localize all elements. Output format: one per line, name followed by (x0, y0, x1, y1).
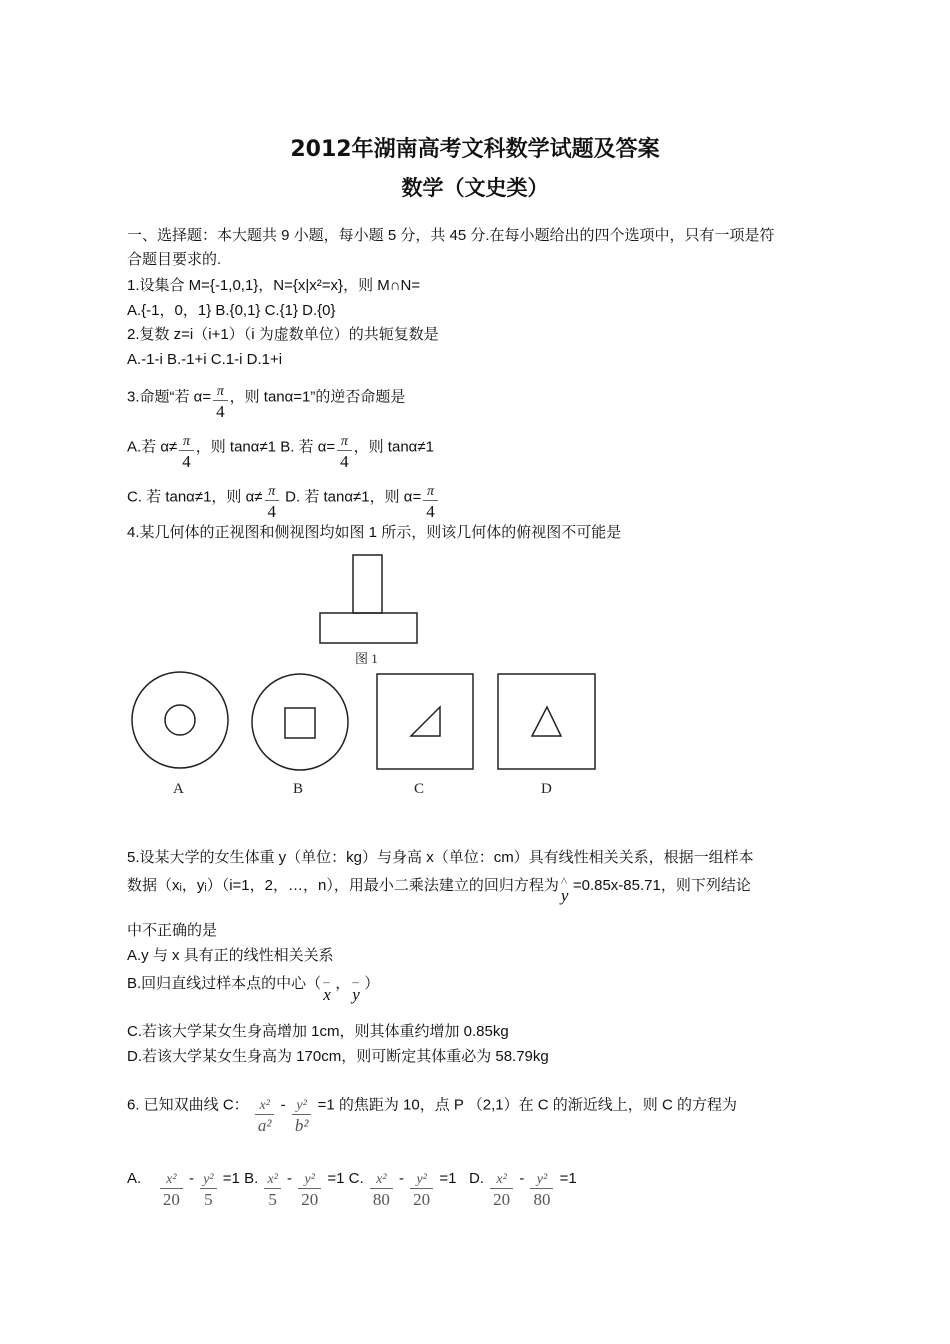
q6-option-c: C. $\frac{\text{x²}}{80}$ - $\frac{\text{y²}}{20}$ =1 (348, 1170, 457, 1209)
question-5-line3: 中不正确的是 (127, 922, 218, 939)
question-4-stem: 4.某几何体的正视图和侧视图均如图 1 所示，则该几何体的俯视图不可能是 (127, 524, 622, 541)
fraction-pi-over-4: $\frac{\pi}{4}$ (265, 484, 280, 523)
q6-option-a: A. $\frac{\text{x²}}{20}$ - $\frac{\text{y²}}{5}$ =1 (127, 1170, 240, 1209)
fraction-y2-over-b2: $\frac{\text{y²}}{\text{b²}}$ (292, 1098, 312, 1137)
fraction-pi-over-4: $\frac{\pi}{4}$ (179, 434, 194, 473)
choice-b-figure (252, 674, 348, 797)
svg-text:D: D (541, 781, 552, 797)
fraction-pi-over-4: $\frac{\pi}{4}$ (337, 434, 352, 473)
svg-text:图 1: 图 1 (355, 651, 378, 666)
document-title: 2012年湖南高考文科数学试题及答案 (290, 137, 660, 162)
question-3-stem-pre: 3.命题“若 α= (127, 388, 212, 406)
question-2-stem: 2.复数 z=i（i+1）（i 为虚数单位）的共轭复数是 (127, 326, 439, 343)
question-2-options: A.-1-i B.-1+i C.1-i D.1+i (127, 351, 283, 368)
question-5-line2: 数据（xᵢ，yᵢ）（i=1，2，…，n），用最小二乘法建立的回归方程为 ^ y =0.85x-85.71，则下列结论 (127, 874, 751, 906)
question-5-option-d: D.若该大学某女生身高为 170cm，则可断定其体重必为 58.79kg (127, 1048, 549, 1065)
fraction-pi-over-4: $\frac{\pi}{4}$ (213, 384, 228, 423)
document-subtitle: 数学（文史类） (401, 176, 549, 200)
y-hat-symbol: ^ y (560, 874, 569, 906)
question-3-options-cd: C. 若 tanα≠1，则 α≠ $\frac{\pi}{4}$ D. 若 tanα≠1，则 α= $\frac{\pi}{4}$ (127, 478, 440, 517)
question-6-stem: 6. 已知双曲线 C： $\frac{\text{x²}}{\text{a²}}$ - $\frac{\text{y²}}{\text{b²}}$ =1 的焦距为 10，点 P （2,1）在 C 的渐近线上，则 C 的方程为 (127, 1096, 737, 1135)
q6-option-d: D. $\frac{\text{x²}}{20}$ - $\frac{\text{y²}}{80}$ =1 (468, 1170, 577, 1209)
fraction-x2-over-a2: $\frac{\text{x²}}{\text{a²}}$ (255, 1098, 275, 1137)
question-5-line1: 5.设某大学的女生体重 y（单位：kg）与身高 x（单位：cm）具有线性相关关系，根据一组样本 (127, 849, 754, 866)
question-3-options-ab: A.若 α≠ $\frac{\pi}{4}$ ，则 tanα≠1 B. 若 α= $\frac{\pi}{4}$ ，则 tanα≠1 (127, 434, 434, 471)
x-bar-symbol: – x (323, 974, 331, 1005)
y-bar-symbol: – y (352, 974, 360, 1005)
question-1-options: A.{-1，0，1} B.{0,1} C.{1} D.{0} (127, 302, 336, 319)
choice-c-figure (377, 674, 473, 797)
question-4-choice-figures (120, 665, 610, 805)
question-5-option-b: B.回归直线过样本点的中心（ – x ， – y ） (127, 974, 380, 1005)
choice-a-figure (132, 672, 228, 797)
figure-1-front-view (300, 545, 440, 675)
question-1-stem: 1.设集合 M={-1,0,1}，N={x|x²=x}，则 M∩N= (127, 277, 421, 294)
question-3-stem (127, 378, 406, 421)
q6-option-b: B. $\frac{\text{x²}}{5}$ - $\frac{\text{y²}}{20}$ =1 (244, 1170, 345, 1209)
section-intro-line1: 一、选择题：本大题共 9 小题，每小题 5 分，共 45 分.在每小题给出的四个选项中，只有一项是符 (127, 227, 775, 244)
fraction-pi-over-4: $\frac{\pi}{4}$ (423, 484, 438, 523)
question-3-stem-post: ，则 tanα=1”的逆否命题是 (229, 388, 406, 406)
svg-text:A: A (173, 781, 184, 797)
question-5-option-c: C.若该大学某女生身高增加 1cm，则其体重约增加 0.85kg (127, 1023, 509, 1040)
section-intro-line2: 合题目要求的. (127, 251, 222, 268)
choice-d-figure (498, 674, 595, 797)
svg-text:C: C (414, 781, 425, 797)
question-6-options (127, 1160, 577, 1209)
svg-text:B: B (293, 781, 304, 797)
question-5-option-a: A.y 与 x 具有正的线性相关关系 (127, 947, 334, 964)
